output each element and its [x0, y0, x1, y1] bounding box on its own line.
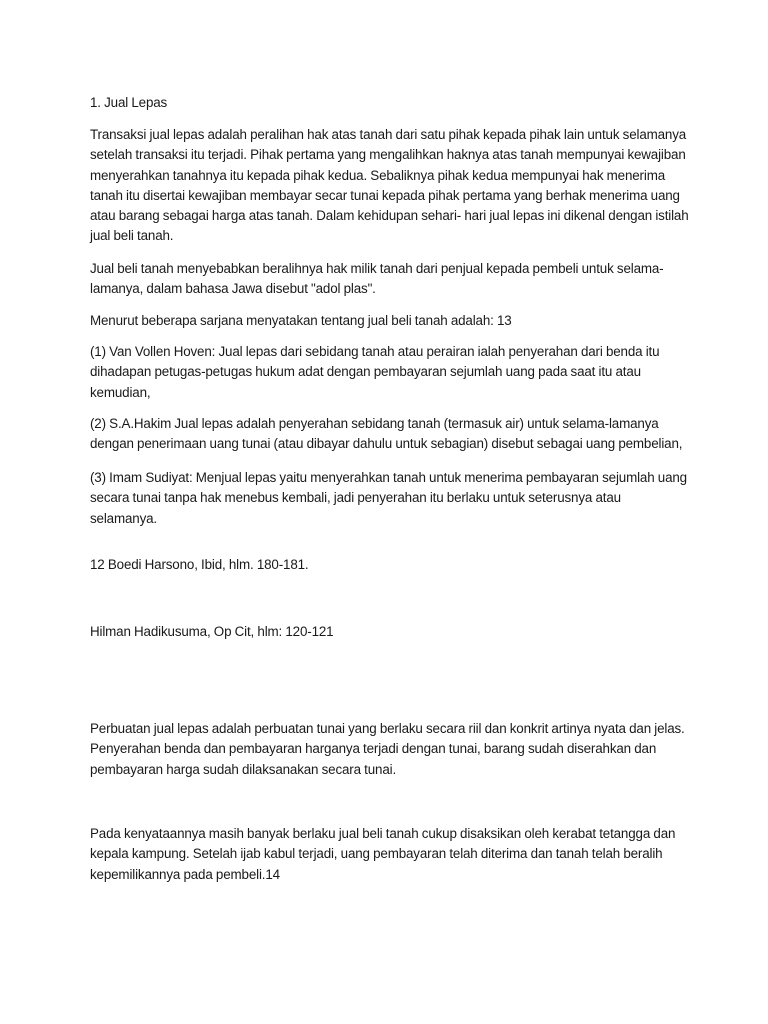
paragraph-3: Menurut beberapa sarjana menyatakan tentang jual beli tanah adalah: 13 — [90, 313, 512, 328]
footnote-12: 12 Boedi Harsono, Ibid, hlm. 180-181. — [90, 557, 309, 572]
paragraph-1: Transaksi jual lepas adalah peralihan hak atas tanah dari satu pihak kepada pihak lain untuk selamanya setelah transaksi itu terjadi. Pihak pertama yang mengalihkan haknya atas tanah mempunyai kewajiban menyerahkan tanahnya itu kepada pihak kedua. Sebaliknya pihak kedua mempunyai hak menerima tanah itu disertai kewajiban membayar secar tunai kepada pihak pertama yang berhak menerima uang atau barang sebagai harga atas tanah. Dalam kehidupan sehari- hari jual lepas ini dikenal dengan istilah jual beli tanah. — [90, 127, 689, 244]
paragraph-2: Jual beli tanah menyebabkan beralihnya hak milik tanah dari penjual kepada pembeli untuk selama-lamanya, dalam bahasa Jawa disebut "adol plas". — [90, 261, 664, 297]
section-heading: 1. Jual Lepas — [90, 95, 168, 110]
paragraph-7: Perbuatan jual lepas adalah perbuatan tunai yang berlaku secara riil dan konkrit artinya nyata dan jelas. Penyerahan benda dan pembayaran harganya terjadi dengan tunai, barang sudah diserahkan dan pembayaran harga sudah dilaksanakan secara tunai. — [90, 721, 685, 777]
paragraph-4: (1) Van Vollen Hoven: Jual lepas dari sebidang tanah atau perairan ialah penyerahan dari benda itu dihadapan petugas-petugas hukum adat dengan pembayaran sejumlah uang pada saat itu atau kemudian, — [90, 344, 660, 400]
footnote-13: Hilman Hadikusuma, Op Cit, hlm: 120-121 — [90, 624, 334, 639]
paragraph-5: (2) S.A.Hakim Jual lepas adalah penyerahan sebidang tanah (termasuk air) untuk selama-lamanya dengan penerimaan uang tunai (atau dibayar dahulu untuk sebagian) disebut sebagai uang pembelian, — [90, 416, 683, 452]
paragraph-8: Pada kenyataannya masih banyak berlaku jual beli tanah cukup disaksikan oleh kerabat tetangga dan kepala kampung. Setelah ijab kabul terjadi, uang pembayaran telah diterima dan tanah telah beralih kepemilikannya pada pembeli.14 — [90, 826, 676, 882]
paragraph-6: (3) Imam Sudiyat: Menjual lepas yaitu menyerahkan tanah untuk menerima pembayaran sejumlah uang secara tunai tanpa hak menebus kembali, jadi penyerahan itu berlaku untuk seterusnya atau selamanya. — [90, 470, 687, 526]
